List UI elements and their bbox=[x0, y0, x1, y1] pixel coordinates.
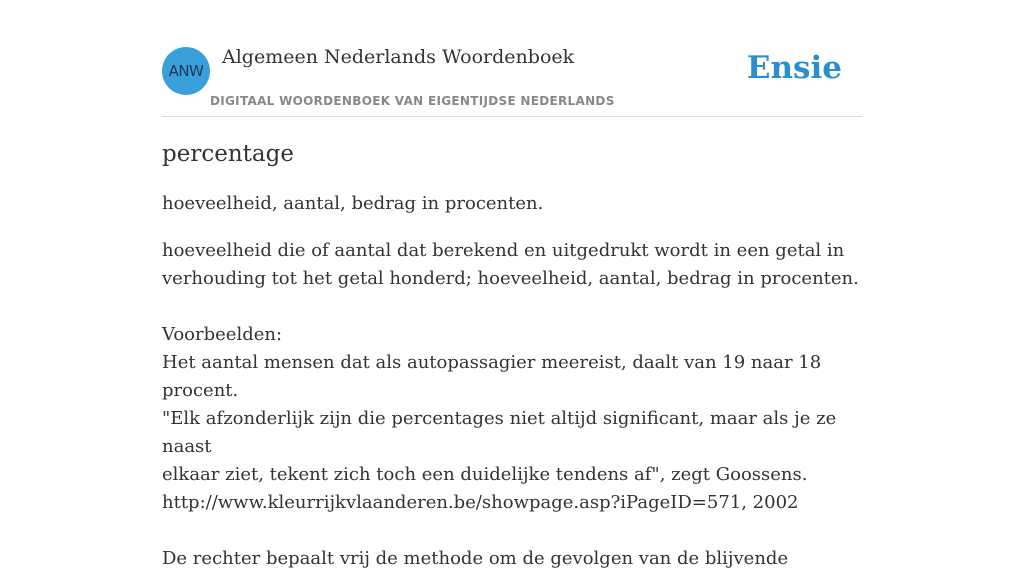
examples-label: Voorbeelden: bbox=[162, 324, 283, 345]
example-sentence: elkaar ziet, tekent zich toch een duidelijke tendens af", zegt Goossens. bbox=[162, 464, 808, 485]
ensie-logo[interactable]: Ensie bbox=[746, 50, 842, 86]
spacer bbox=[162, 517, 862, 545]
short-definition: hoeveelheid, aantal, bedrag in procenten. bbox=[162, 193, 544, 214]
example-sentence: "Elk afzonderlijk zijn die percentages niet altijd significant, maar als je ze naast bbox=[162, 408, 837, 457]
entry-content bbox=[162, 138, 862, 573]
example-sentence: Het aantal mensen dat als autopassagier meereist, daalt van 19 naar 18 procent. bbox=[162, 352, 822, 401]
spacer bbox=[162, 293, 862, 321]
site-title[interactable]: Algemeen Nederlands Woordenboek bbox=[222, 46, 575, 68]
headword: percentage bbox=[162, 141, 294, 167]
site-header bbox=[162, 40, 862, 117]
definition-line: verhouding tot het getal honderd; hoeveelheid, aantal, bedrag in procenten. bbox=[162, 268, 859, 289]
definition-line: hoeveelheid die of aantal dat berekend en uitgedrukt wordt in een getal in bbox=[162, 240, 845, 261]
example-sentence: De rechter bepaalt vrij de methode om de gevolgen van de blijvende bbox=[162, 548, 789, 569]
anw-logo[interactable]: ANW bbox=[162, 47, 210, 95]
example-source: http://www.kleurrijkvlaanderen.be/showpage.asp?iPageID=571, 2002 bbox=[162, 492, 799, 513]
site-subtitle: DIGITAAL WOORDENBOEK VAN EIGENTIJDSE NEDERLANDS bbox=[210, 94, 615, 108]
